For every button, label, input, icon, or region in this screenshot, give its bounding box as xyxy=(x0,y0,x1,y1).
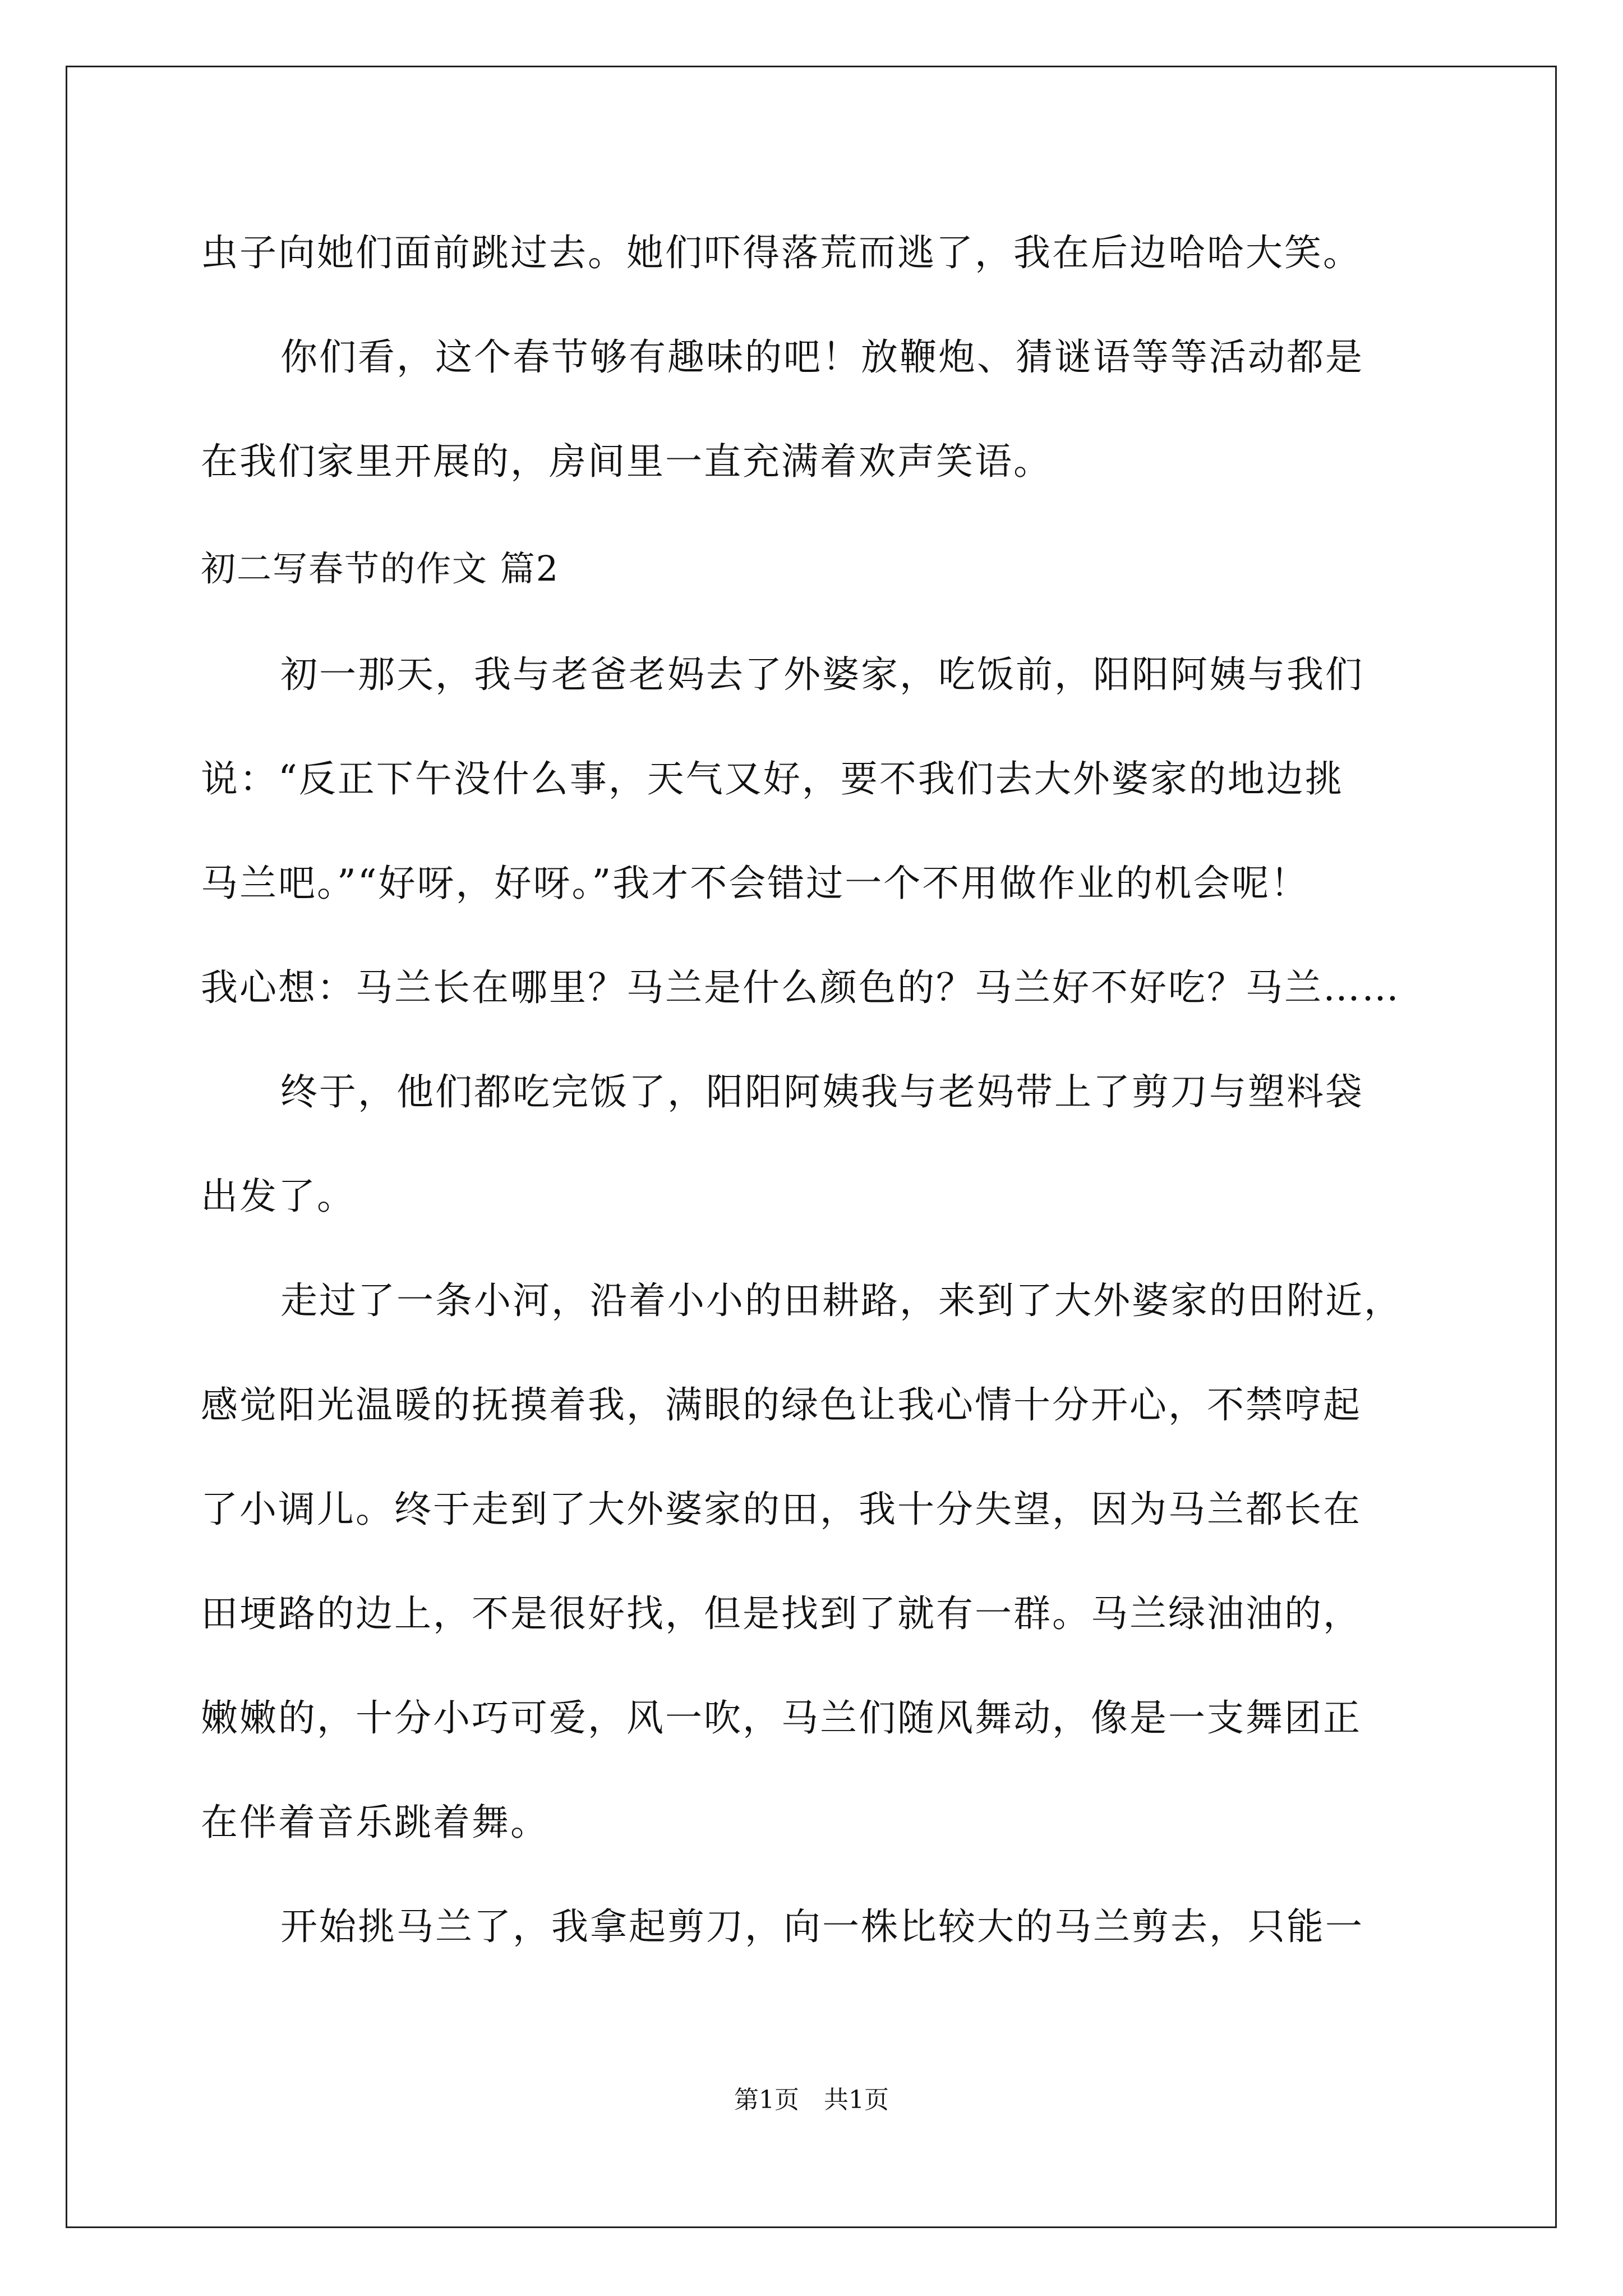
text-line: 马兰吧。”“好呀，好呀。”我才不会错过一个不用做作业的机会呢！ xyxy=(201,862,1310,905)
text-line: 终于，他们都吃完饭了，阳阳阿姨我与老妈带上了剪刀与塑料袋 xyxy=(280,1070,1364,1114)
text-line: 在我们家里开展的，房间里一直充满着欢声笑语。 xyxy=(201,440,1052,483)
text-line: 说：“反正下午没什么事，天气又好，要不我们去大外婆家的地边挑 xyxy=(201,757,1344,800)
text-line: 开始挑马兰了，我拿起剪刀，向一株比较大的马兰剪去，只能一 xyxy=(280,1905,1364,1948)
text-line: 了小调儿。终于走到了大外婆家的田，我十分失望，因为马兰都长在 xyxy=(201,1488,1362,1531)
text-line: 嫩嫩的，十分小巧可爱，风一吹，马兰们随风舞动，像是一支舞团正 xyxy=(201,1696,1362,1740)
page-border xyxy=(66,66,1557,2228)
text-line: 初一那天，我与老爸老妈去了外婆家，吃饭前，阳阳阿姨与我们 xyxy=(280,653,1364,696)
text-line: 感觉阳光温暖的抚摸着我，满眼的绿色让我心情十分开心，不禁哼起 xyxy=(201,1383,1362,1427)
text-line: 虫子向她们面前跳过去。她们吓得落荒而逃了，我在后边哈哈大笑。 xyxy=(201,231,1362,274)
text-line: 你们看，这个春节够有趣味的吧！放鞭炮、猜谜语等等活动都是 xyxy=(280,335,1364,379)
text-line: 我心想：马兰长在哪里？马兰是什么颜色的？马兰好不好吃？马兰…… xyxy=(201,966,1400,1009)
page-footer: 第1页 共1页 xyxy=(734,2086,889,2114)
text-line: 出发了。 xyxy=(201,1175,356,1218)
text-line: 田埂路的边上，不是很好找，但是找到了就有一群。马兰绿油油的， xyxy=(201,1592,1362,1635)
section-heading: 初二写春节的作文 篇2 xyxy=(201,548,560,589)
text-line: 在伴着音乐跳着舞。 xyxy=(201,1801,549,1844)
text-line: 走过了一条小河，沿着小小的田耕路，来到了大外婆家的田附近， xyxy=(280,1279,1403,1322)
